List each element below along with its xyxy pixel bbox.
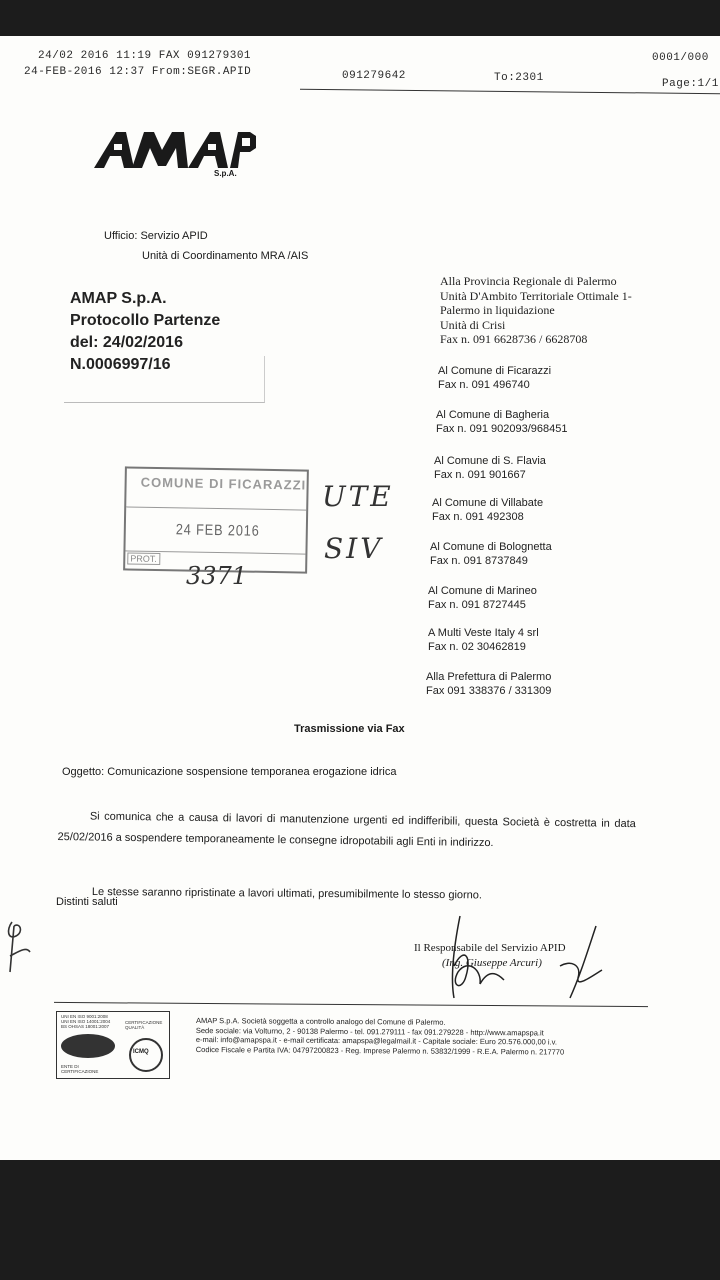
recipient-line: Fax 091 338376 / 331309 xyxy=(426,685,552,697)
fax-to: To:2301 xyxy=(494,72,544,84)
recipient-line: Fax n. 091 901667 xyxy=(434,469,526,481)
recipient-line: Fax n. 091 496740 xyxy=(438,379,530,391)
footer-line3: e-mail: info@amapspa.it - e-mail certificata: amapspa@legalmail.it - Capitale sociale: Euro 20.576.000,00 i.v. xyxy=(195,1034,557,1047)
document-title: Trasmissione via Fax xyxy=(294,723,405,735)
margin-initial-scribble xyxy=(4,916,34,976)
logo-suffix: S.p.A. xyxy=(214,169,237,178)
recipient-4 xyxy=(434,454,546,482)
recipient-line: Al Comune di Marineo xyxy=(428,585,537,597)
recipient-line: Al Comune di Villabate xyxy=(432,497,544,509)
header-rule xyxy=(300,89,720,94)
fax-header-line1: 24/02 2016 11:19 FAX 091279301 xyxy=(38,50,252,62)
protocol-number: N.0006997/16 xyxy=(70,356,171,373)
footer-line2: Sede sociale: via Volturno, 2 - 90138 Palermo - tel. 091.279111 - fax 091.279228 - http://www.amapspa.it xyxy=(195,1025,544,1037)
recipient-line: Fax n. 091 492308 xyxy=(432,511,524,523)
recipient-line: Al Comune di Ficarazzi xyxy=(438,365,552,377)
amap-logo xyxy=(92,126,262,186)
recipient-1 xyxy=(440,274,632,347)
fax-from-number: 091279642 xyxy=(342,70,406,82)
recipient-6 xyxy=(430,540,552,568)
fax-page: Page:1/1 xyxy=(662,78,719,90)
recipient-line: A Multi Veste Italy 4 srl xyxy=(428,627,539,639)
recipient-8 xyxy=(428,626,539,654)
certification-bottom: ENTE DI CERTIFICAZIONE xyxy=(61,1064,99,1074)
stamp-title: COMUNE DI FICARAZZI xyxy=(140,474,307,493)
recipient-line: Fax n. 02 30462819 xyxy=(428,641,526,653)
certification-box xyxy=(56,1011,170,1079)
protocol-company: AMAP S.p.A. xyxy=(70,290,167,307)
handwritten-note-siv: SIV xyxy=(324,532,384,565)
recipient-line: Palermo in liquidazione xyxy=(440,303,555,317)
recipient-5 xyxy=(432,496,543,524)
protocol-date: del: 24/02/2016 xyxy=(70,334,183,351)
footer-line1: AMAP S.p.A. Società soggetta a controllo analogo del Comune di Palermo. xyxy=(195,1016,446,1027)
reception-stamp xyxy=(123,466,309,573)
recipient-line: Fax n. 091 8737849 xyxy=(430,555,528,567)
certification-text2: CERTIFICAZIONE QUALITÀ xyxy=(125,1020,163,1030)
recipient-2 xyxy=(438,364,551,392)
signature-scribble xyxy=(420,906,620,1006)
recipient-line: Fax n. 091 8727445 xyxy=(428,599,526,611)
top-bar xyxy=(0,0,720,36)
recipient-line: Unità D'Ambito Territoriale Ottimale 1- xyxy=(440,288,632,303)
certification-seal-icon xyxy=(61,1034,115,1058)
signer-role: Il Responsabile del Servizio APID xyxy=(414,942,566,954)
recipient-line: Al Comune di Bolognetta xyxy=(430,541,552,553)
icmq-badge-label: ICMQ xyxy=(133,1049,149,1055)
recipient-line: Al Comune di S. Flavia xyxy=(434,455,546,467)
icmq-badge-icon xyxy=(129,1038,163,1072)
recipient-3 xyxy=(436,408,568,436)
fax-page-counter: 0001/000 xyxy=(652,52,709,64)
footer-text xyxy=(196,1016,565,1057)
office-line1: Ufficio: Servizio APID xyxy=(104,230,208,242)
recipient-line: Alla Provincia Regionale di Palermo xyxy=(440,274,617,288)
recipient-line: Fax n. 091 6628736 / 6628708 xyxy=(440,332,588,346)
recipient-line: Fax n. 091 902093/968451 xyxy=(436,423,568,435)
stamp-prot-label: PROT. xyxy=(127,552,160,565)
greeting: Distinti saluti xyxy=(56,896,118,908)
stamp-prot-number: 3371 xyxy=(186,562,248,590)
stamp-date: 24 FEB 2016 xyxy=(175,521,260,540)
recipient-7 xyxy=(428,584,537,612)
handwritten-note-ute: UTE xyxy=(322,480,394,513)
recipient-line: Unità di Crisi xyxy=(440,317,506,332)
document-subject: Oggetto: Comunicazione sospensione temporanea erogazione idrica xyxy=(62,766,397,778)
protocol-box xyxy=(64,356,265,403)
body-paragraph-2: Le stesse saranno ripristinate a lavori ultimati, presumibilmente lo stesso giorno. xyxy=(91,886,483,902)
recipient-9 xyxy=(426,670,551,698)
body-paragraph-1: Si comunica che a causa di lavori di manutenzione urgenti ed indifferibili, questa Società è costretta in data 25/02/2016 a sospendere temporaneamente le consegne idropotabili agli Enti in indirizzo. xyxy=(57,810,636,850)
stamp-divider xyxy=(126,506,306,510)
bottom-bar xyxy=(0,1160,720,1280)
fax-document xyxy=(0,36,720,1160)
protocol-label: Protocollo Partenze xyxy=(70,312,221,329)
recipient-line: Al Comune di Bagheria xyxy=(436,409,550,421)
certification-text: UNI EN ISO 9001:2008 UNI EN ISO 14001:2004 BS OHSAS 18001:2007 xyxy=(61,1014,111,1029)
recipient-line: Alla Prefettura di Palermo xyxy=(426,671,552,683)
fax-header-line2: 24-FEB-2016 12:37 From:SEGR.APID xyxy=(24,66,252,78)
office-line2: Unità di Coordinamento MRA /AIS xyxy=(142,250,309,262)
signer-name: (Ing. Giuseppe Arcuri) xyxy=(442,957,542,969)
footer-line4: Codice Fiscale e Partita IVA: 04797200823 - Reg. Imprese Palermo n. 53832/1999 - R.E.A. Palermo n. 217770 xyxy=(195,1044,565,1057)
